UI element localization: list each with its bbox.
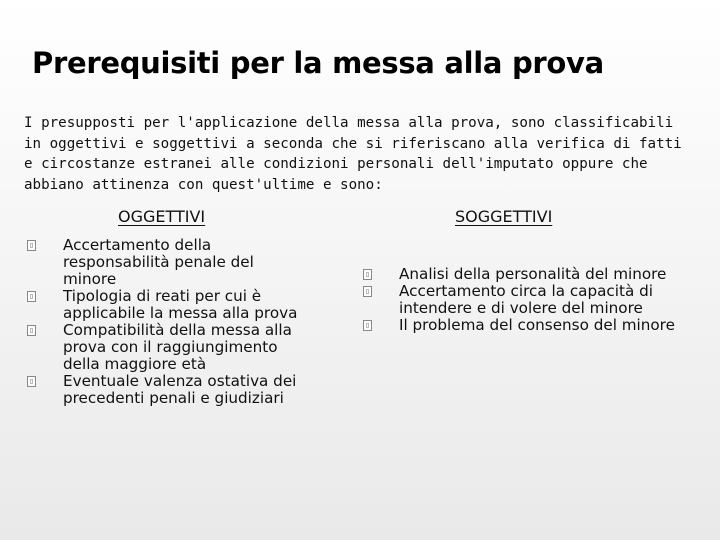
list-item (27, 288, 309, 322)
list-item (363, 317, 683, 334)
bullet-icon (363, 320, 372, 331)
bullet-icon (363, 286, 372, 297)
bullet-icon (27, 376, 36, 387)
heading-oggettivi: OGGETTIVI (118, 207, 206, 226)
oggettivi-list (27, 237, 309, 407)
intro-paragraph: I presupposti per l'applicazione della messa alla prova, sono classificabili in oggettivi e soggettivi a seconda che si riferiscano alla verifica di fatti e circostanze estranei alle condizioni personali dell'imputato oppure che abbiano attinenza con quest'ultime e sono: (24, 115, 682, 193)
list-item-text: Eventuale valenza ostativa dei precedenti penali e giudiziari (63, 372, 297, 407)
list-item-text: Compatibilità della messa alla prova con il raggiungimento della maggiore età (63, 321, 292, 373)
list-item (27, 373, 309, 407)
list-item-text: Accertamento circa la capacità di intendere e di volere del minore (399, 282, 653, 317)
bullet-icon (27, 325, 36, 336)
list-item-text: Il problema del consenso del minore (399, 316, 675, 334)
heading-soggettivi: SOGGETTIVI (455, 207, 553, 226)
bullet-icon (27, 291, 36, 302)
slide-title: Prerequisiti per la messa alla prova (32, 46, 604, 80)
list-item (27, 237, 309, 288)
list-item (27, 322, 309, 373)
list-item-text: Analisi della personalità del minore (399, 265, 667, 283)
bullet-icon (363, 269, 372, 280)
list-item (363, 283, 683, 317)
bullet-icon (27, 240, 36, 251)
soggettivi-list (363, 266, 683, 334)
list-item (363, 266, 683, 283)
list-item-text: Accertamento della responsabilità penale del minore (63, 236, 254, 288)
list-item-text: Tipologia di reati per cui è applicabile la messa alla prova (63, 287, 298, 322)
